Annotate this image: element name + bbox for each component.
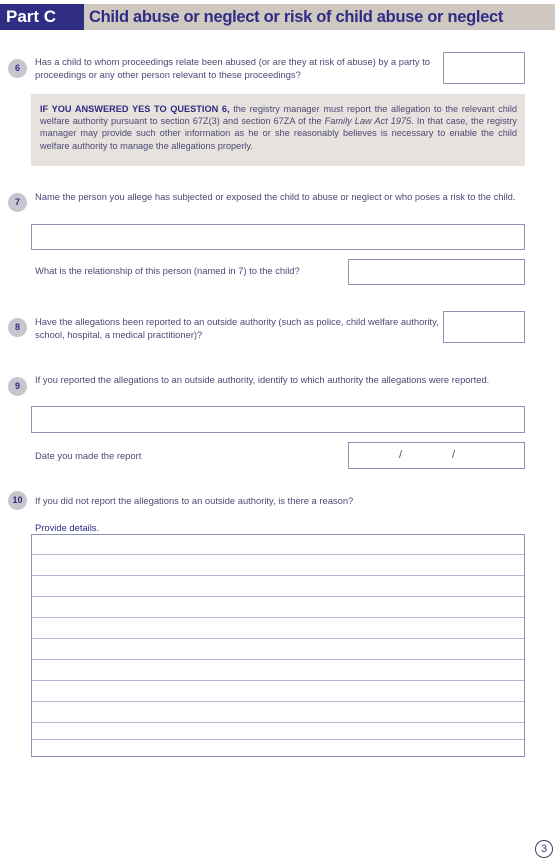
question-8-number: 8 — [8, 318, 27, 337]
question-7-relationship-label: What is the relationship of this person (named in 7) to the child? — [35, 265, 300, 276]
date-separator-1: / — [399, 449, 403, 461]
ruled-line — [32, 617, 524, 618]
notice-text-1: the registry manager must report the allegation to the relevant child welfare authority pursuant to section 67Z(3) and section 67ZA of the — [40, 104, 518, 127]
question-7-number: 7 — [8, 193, 27, 212]
notice-box — [31, 94, 525, 166]
ruled-line — [32, 739, 524, 740]
question-10-details-field[interactable] — [31, 534, 525, 757]
part-header — [0, 4, 555, 30]
question-8-answer-box[interactable] — [443, 311, 525, 343]
ruled-line — [32, 722, 524, 723]
ruled-line — [32, 554, 524, 555]
question-10-number: 10 — [8, 491, 27, 510]
question-7-relationship-field[interactable] — [348, 259, 525, 285]
ruled-line — [32, 575, 524, 576]
question-8-text: Have the allegations been reported to an outside authority (such as police, child welfare authority, school, hospital, a medical practitioner)? — [35, 316, 439, 340]
ruled-line — [32, 701, 524, 702]
ruled-line — [32, 680, 524, 681]
question-9-date-field[interactable] — [348, 442, 525, 469]
question-6-text: Has a child to whom proceedings relate been abused (or are they at risk of abuse) by a party to proceedings or any other person relevant to these proceedings? — [35, 56, 431, 80]
question-6-answer-box[interactable] — [443, 52, 525, 84]
question-9-authority-field[interactable] — [31, 406, 525, 433]
question-7-text: Name the person you allege has subjected or exposed the child to abuse or neglect or who poses a risk to the child. — [35, 191, 516, 202]
question-10-text: If you did not report the allegations to an outside authority, is there a reason? — [35, 495, 354, 506]
question-6-number: 6 — [8, 59, 27, 78]
question-9-date-label: Date you made the report — [35, 450, 142, 461]
ruled-line — [32, 596, 524, 597]
question-7-name-field[interactable] — [31, 224, 525, 250]
date-separator-2: / — [452, 449, 456, 461]
notice-act-name: Family Law Act 1975 — [324, 116, 412, 127]
question-9-text: If you reported the allegations to an outside authority, identify to which authority the allegations were reported. — [35, 374, 490, 385]
part-label: Part C — [0, 4, 84, 30]
ruled-line — [32, 638, 524, 639]
notice-text-2: . In that case, the registry manager may provide such other information as he or she reasonably believes is necessary to enable the child welfare authority to manage the allegations properly. — [40, 116, 518, 151]
ruled-line — [32, 659, 524, 660]
notice-lead: IF YOU ANSWERED YES TO QUESTION 6, — [40, 104, 230, 114]
page-number: 3 — [535, 840, 553, 858]
question-10-details-label: Provide details. — [35, 522, 100, 533]
part-title: Child abuse or neglect or risk of child abuse or neglect — [89, 8, 504, 26]
question-9-number: 9 — [8, 377, 27, 396]
